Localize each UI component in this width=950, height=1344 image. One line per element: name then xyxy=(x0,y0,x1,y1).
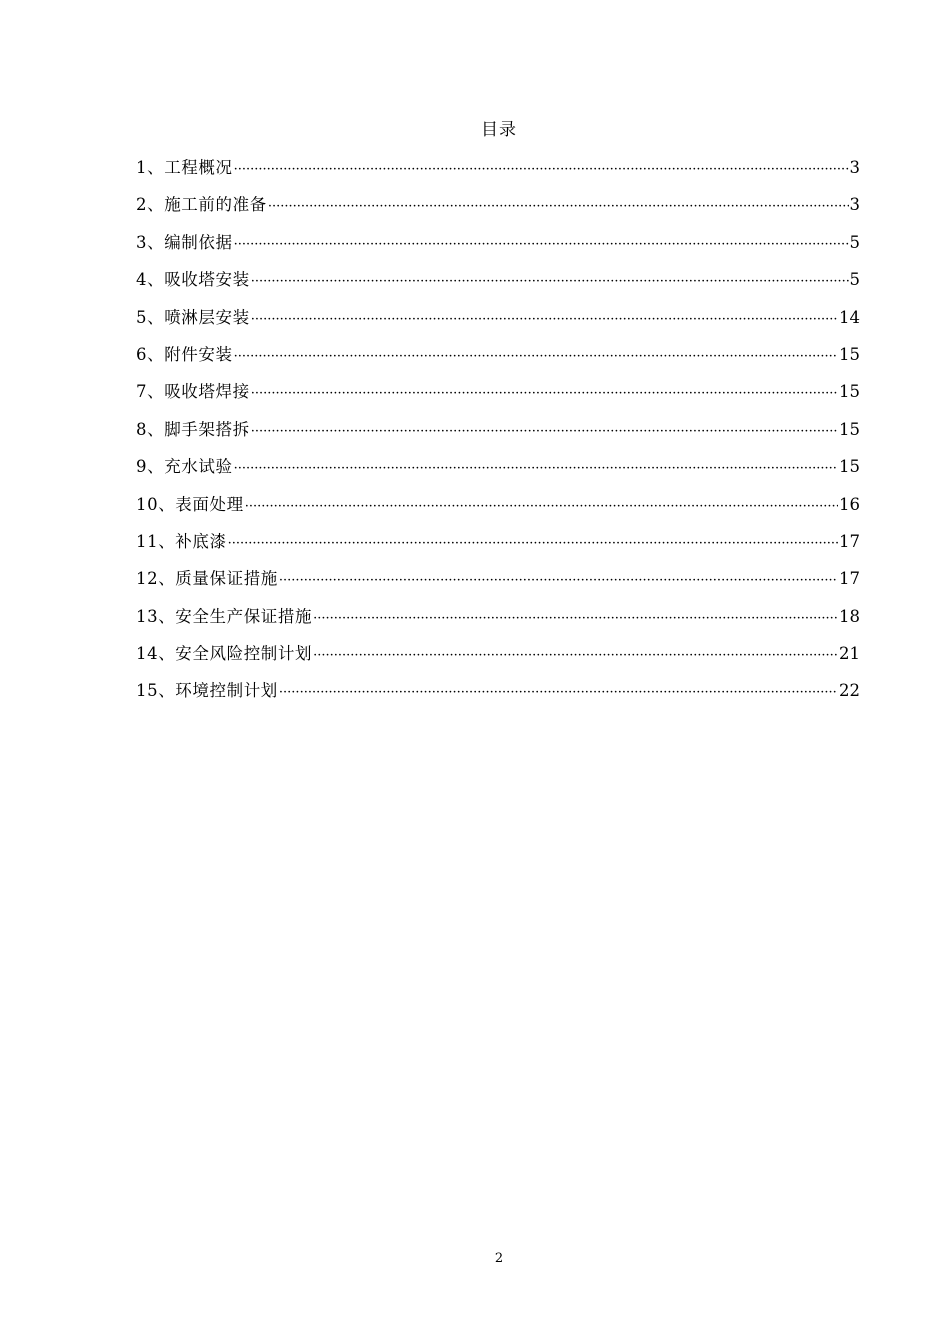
toc-entry-label: 11、补底漆 xyxy=(136,531,227,551)
toc-entry-label: 9、充水试验 xyxy=(136,457,233,477)
toc-entry[interactable] xyxy=(136,678,860,715)
toc-entry-label: 6、附件安装 xyxy=(136,344,233,364)
toc-leader-dots xyxy=(228,531,838,557)
toc-entry-page: 15 xyxy=(839,419,860,439)
toc-leader-dots xyxy=(251,381,838,407)
toc-entry[interactable] xyxy=(136,305,860,342)
toc-leader-dots xyxy=(313,606,838,632)
toc-entry[interactable] xyxy=(136,529,860,566)
toc-leader-dots xyxy=(279,680,838,706)
toc-entry-label: 10、表面处理 xyxy=(136,494,244,514)
toc-entry-label: 3、编制依据 xyxy=(136,232,233,252)
toc-entry[interactable] xyxy=(136,192,860,229)
toc-entry-label: 14、安全风险控制计划 xyxy=(136,644,313,664)
toc-title: 目录 xyxy=(481,120,517,140)
toc-entry[interactable] xyxy=(136,454,860,491)
toc-leader-dots xyxy=(234,157,849,183)
toc-leader-dots xyxy=(234,344,838,370)
toc-entry-page: 15 xyxy=(839,344,860,364)
toc-entry-page: 21 xyxy=(839,644,860,664)
toc-entry[interactable] xyxy=(136,492,860,529)
toc-entry-page: 22 xyxy=(839,681,860,701)
toc-entry[interactable] xyxy=(136,342,860,379)
toc-leader-dots xyxy=(245,494,838,520)
toc-leader-dots xyxy=(251,419,838,445)
toc-entry[interactable] xyxy=(136,604,860,641)
toc-leader-dots xyxy=(234,456,838,482)
toc-entry-page: 14 xyxy=(839,307,860,327)
toc-entry-page: 17 xyxy=(839,531,860,551)
toc-entry-label: 5、喷淋层安装 xyxy=(136,307,250,327)
toc-entry-label: 1、工程概况 xyxy=(136,158,233,177)
toc-entry[interactable] xyxy=(136,566,860,603)
toc-entry[interactable] xyxy=(136,267,860,304)
toc-entry-page: 3 xyxy=(849,158,860,177)
page-number: 2 xyxy=(494,1251,504,1266)
toc-entry-page: 5 xyxy=(849,270,860,290)
toc-entry[interactable] xyxy=(136,155,860,192)
toc-entry-label: 15、环境控制计划 xyxy=(136,681,278,701)
toc-entry[interactable] xyxy=(136,230,860,267)
toc-entry-label: 7、吸收塔焊接 xyxy=(136,382,250,402)
toc-entry-page: 3 xyxy=(849,195,860,215)
toc-leader-dots xyxy=(234,232,849,258)
toc-entry-page: 15 xyxy=(839,382,860,402)
toc-leader-dots xyxy=(313,643,838,669)
toc-entry-page: 17 xyxy=(839,569,860,589)
toc-leader-dots xyxy=(279,568,838,594)
toc-entry-page: 16 xyxy=(839,494,860,514)
toc-entry[interactable] xyxy=(136,641,860,678)
toc-entry-page: 5 xyxy=(849,232,860,252)
toc-leader-dots xyxy=(251,269,849,295)
toc-leader-dots xyxy=(268,194,849,220)
toc-entry-page: 18 xyxy=(839,606,860,626)
toc-entry-label: 2、施工前的准备 xyxy=(136,195,267,215)
toc-entry[interactable] xyxy=(136,417,860,454)
toc-entry[interactable] xyxy=(136,379,860,416)
table-of-contents xyxy=(136,155,860,716)
toc-entry-page: 15 xyxy=(839,457,860,477)
toc-leader-dots xyxy=(251,307,838,333)
toc-entry-label: 13、安全生产保证措施 xyxy=(136,606,313,626)
toc-entry-label: 8、脚手架搭拆 xyxy=(136,419,250,439)
toc-entry-label: 12、质量保证措施 xyxy=(136,569,278,589)
toc-entry-label: 4、吸收塔安装 xyxy=(136,270,250,290)
